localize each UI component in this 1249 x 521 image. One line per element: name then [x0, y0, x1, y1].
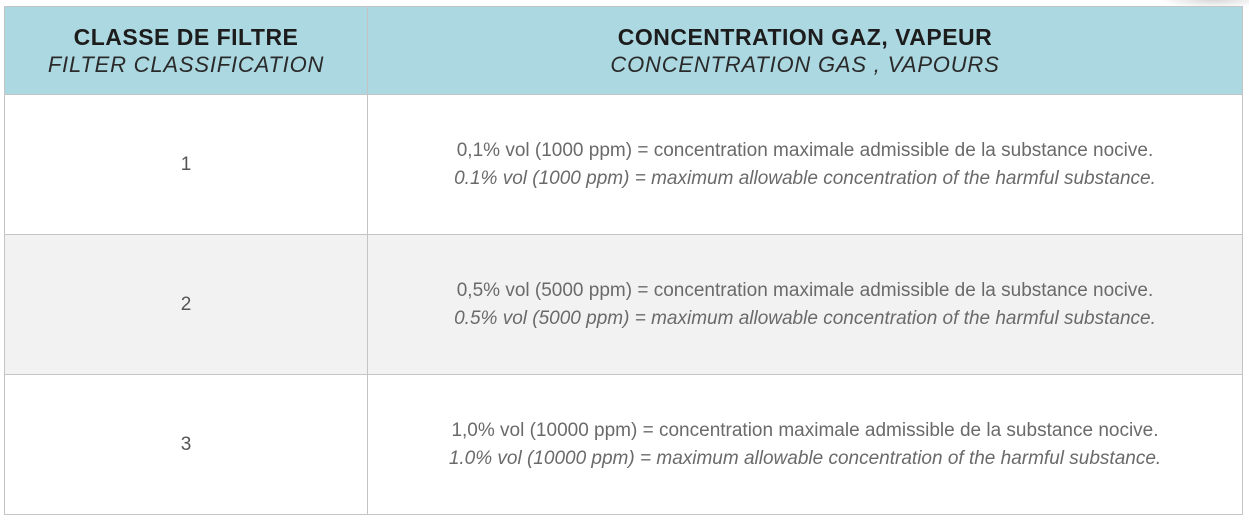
header-subtitle-filter-class: FILTER CLASSIFICATION — [47, 51, 325, 77]
table-header-row — [5, 7, 1242, 95]
concentration-text-en: 0.1% vol (1000 ppm) = maximum allowable concentration of the harmful substance. — [454, 167, 1156, 189]
header-title-filter-class: CLASSE DE FILTRE — [73, 23, 299, 50]
filter-classification-table — [4, 6, 1243, 515]
concentration-cell — [368, 95, 1242, 234]
header-title-concentration: CONCENTRATION GAZ, VAPEUR — [617, 23, 993, 50]
concentration-text-fr: 0,5% vol (5000 ppm) = concentration maximale admissible de la substance nocive. — [456, 279, 1154, 301]
concentration-cell — [368, 375, 1242, 514]
class-cell — [5, 375, 368, 514]
table-row — [5, 95, 1242, 235]
class-value: 3 — [180, 433, 192, 455]
class-value: 1 — [180, 153, 192, 175]
header-cell-filter-class — [5, 7, 368, 94]
concentration-text-en: 0.5% vol (5000 ppm) = maximum allowable concentration of the harmful substance. — [454, 307, 1156, 329]
class-cell — [5, 95, 368, 234]
concentration-text-en: 1.0% vol (10000 ppm) = maximum allowable concentration of the harmful substance. — [448, 447, 1162, 469]
class-cell — [5, 235, 368, 374]
concentration-text-fr: 1,0% vol (10000 ppm) = concentration maximale admissible de la substance nocive. — [451, 419, 1159, 441]
table-row — [5, 235, 1242, 375]
header-subtitle-concentration: CONCENTRATION GAS , VAPOURS — [610, 51, 1000, 77]
header-cell-concentration — [368, 7, 1242, 94]
concentration-text-fr: 0,1% vol (1000 ppm) = concentration maximale admissible de la substance nocive. — [456, 139, 1154, 161]
class-value: 2 — [180, 293, 192, 315]
table-row — [5, 375, 1242, 514]
concentration-cell — [368, 235, 1242, 374]
